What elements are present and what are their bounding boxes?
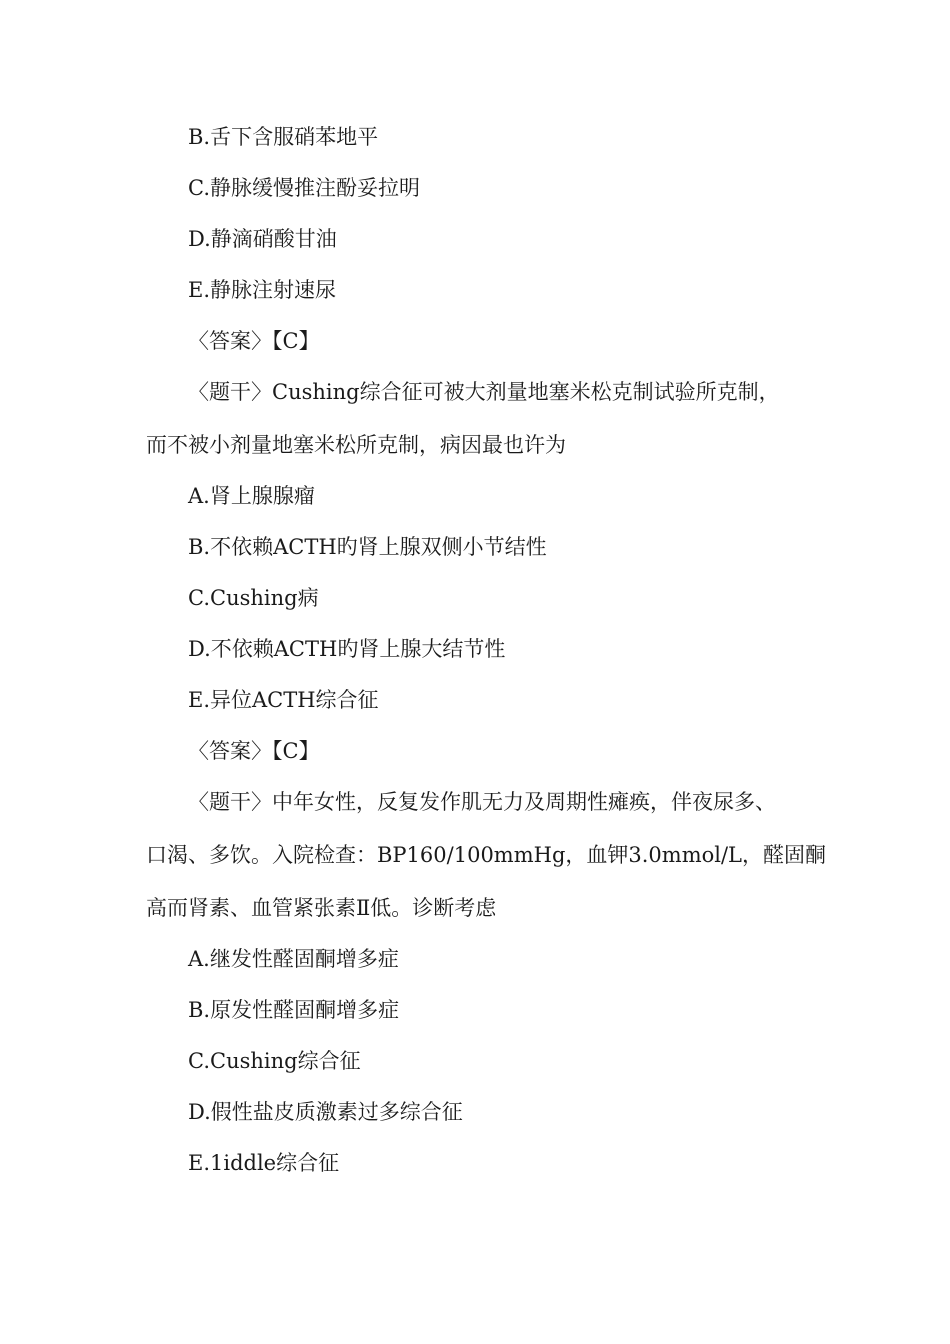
- option-c-phentolamine: C.静脉缓慢推注酚妥拉明: [188, 176, 420, 200]
- answer-2: 〈答案〉【C】: [188, 739, 320, 763]
- question-2-option-e: E.异位ACTH综合征: [188, 688, 379, 712]
- question-2-option-d: D.不依赖ACTH旳肾上腺大结节性: [188, 637, 506, 661]
- question-3-option-d: D.假性盐皮质激素过多综合征: [188, 1100, 463, 1124]
- option-e-furosemide: E.静脉注射速尿: [188, 278, 337, 302]
- question-2-stem-line-2: 而不被小剂量地塞米松所克制，病因最也许为: [146, 433, 566, 457]
- answer-1: 〈答案〉【C】: [188, 329, 320, 353]
- question-3-option-a: A.继发性醛固酮增多症: [188, 947, 399, 971]
- question-3-stem-line-3: 高而肾素、血管紧张素Ⅱ低。诊断考虑: [146, 896, 497, 920]
- option-b-nifedipine: B.舌下含服硝苯地平: [188, 125, 379, 149]
- question-3-option-c: C.Cushing综合征: [188, 1049, 361, 1073]
- option-d-nitroglycerin: D.静滴硝酸甘油: [188, 227, 337, 251]
- question-3-option-e: E.1iddle综合征: [188, 1151, 340, 1175]
- question-2-stem-line-1: 〈题干〉Cushing综合征可被大剂量地塞米松克制试验所克制，: [188, 380, 780, 404]
- question-2-option-b: B.不依赖ACTH旳肾上腺双侧小节结性: [188, 535, 547, 559]
- question-2-option-a: A.肾上腺腺瘤: [188, 484, 315, 508]
- question-3-stem-line-2: 口渴、多饮。入院检查：BP160/100mmHg，血钾3.0mmol/L，醛固酮: [146, 843, 826, 867]
- question-3-option-b: B.原发性醛固酮增多症: [188, 998, 400, 1022]
- question-2-option-c: C.Cushing病: [188, 586, 319, 610]
- question-3-stem-line-1: 〈题干〉中年女性，反复发作肌无力及周期性瘫痪，伴夜尿多、: [188, 790, 776, 814]
